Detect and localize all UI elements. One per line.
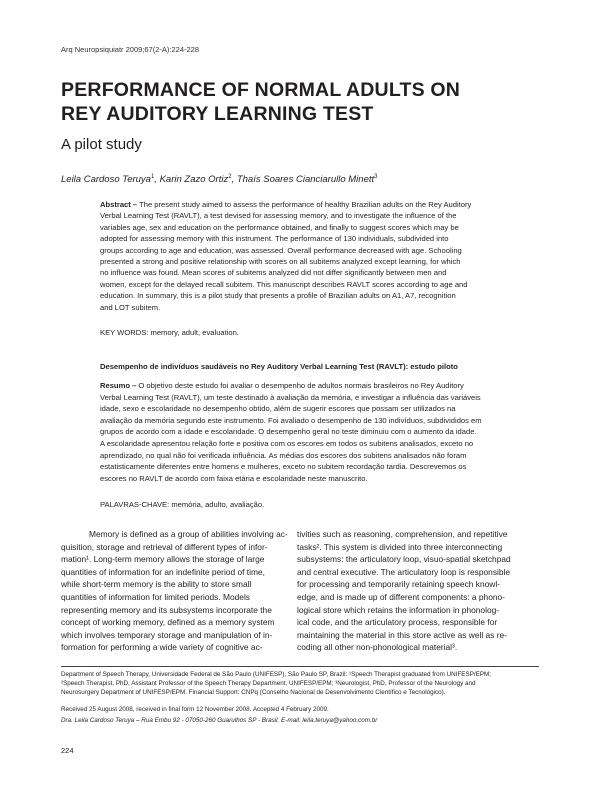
abstract-text: The present study aimed to assess the performance of healthy Brazilian adults on the Rey Auditory bbox=[137, 200, 472, 209]
received-dates: Received 25 August 2008, received in final form 12 November 2008. Accepted 4 February 2009. bbox=[61, 706, 329, 713]
correspondence-address: Dra. Leila Cardoso Teruya – Rua Embu 92 - 07050-260 Guarulhos SP - Brasil. E-mail: leila.teruya@yahoo.com.br bbox=[61, 717, 378, 724]
body-line: logical store which retains the information in phonolog- bbox=[297, 604, 500, 615]
author-list: Leila Cardoso Teruya$^1$, Karin Zazo Ortiz$^2$, Thaís Soares Cianciarullo Minett$^3$ bbox=[61, 174, 378, 186]
resumo-line: grupos de acordo com a idade e escolaridade. O desempenho geral no teste diminuiu com o aumento da idade. bbox=[100, 427, 477, 437]
body-line: coding all other non-phonological material³. bbox=[297, 642, 458, 653]
footnote-line: Neurosurgery Department of UNIFESP/EPM. Financial Support: CNPq (Conselho Nacional de Desenvolvimento Científico e Tecnológico). bbox=[61, 689, 446, 697]
portuguese-title: Desempenho de indivíduos saudáveis no Rey Auditory Verbal Learning Test (RAVLT): estudo piloto bbox=[100, 362, 458, 371]
author-name: Thaís Soares Cianciarullo Minett bbox=[236, 174, 375, 186]
body-line: for processing and temporarily retaining speech knowl- bbox=[297, 579, 500, 590]
resumo-line: idade, sexo e escolaridade no desempenho obtido, além de sugerir escores que possam ser utilizados na bbox=[100, 404, 456, 414]
body-line: while short-term memory is the ability to store small bbox=[61, 579, 252, 590]
author-affiliation-mark: 3 bbox=[374, 174, 378, 180]
body-line: maintaining the material in this store active as well as re- bbox=[297, 629, 507, 640]
resumo-line: escores no RAVLT de acordo com faixa etária e escolaridade neste manuscrito. bbox=[100, 473, 368, 483]
body-line: tasks². This system is divided into three interconnecting bbox=[297, 541, 503, 552]
abstract-line: groups according to age and education, was assessed. Overall performance decreased with age. Schooling bbox=[100, 245, 462, 255]
footnote-divider bbox=[61, 666, 539, 667]
resumo-line: avaliação da memória segundo este instrumento. Foi avaliado o desempenho de 130 indivíduos, subdivididos em bbox=[100, 415, 482, 425]
body-line: and central executive. The articulatory loop is responsible bbox=[297, 566, 511, 577]
body-line: edge, and is made up of different components: a phono- bbox=[297, 591, 505, 602]
body-line: mation¹. Long-term memory allows the storage of large bbox=[61, 554, 265, 565]
abstract-line bbox=[100, 199, 500, 210]
running-head: Arq Neuropsiquiatr 2009;67(2-A):224-228 bbox=[61, 45, 199, 54]
author-name: Karin Zazo Ortiz bbox=[159, 174, 229, 186]
abstract-line: presented a strong and positive relationship with scores on all subitems analyzed except learning, for which bbox=[100, 257, 461, 267]
abstract-line: women, except for the delayed recall subitem. This manuscript describes RAVLT scores according to age and bbox=[100, 279, 468, 289]
resumo-line bbox=[100, 380, 500, 392]
page-number: 224 bbox=[61, 746, 74, 755]
body-line: which involves temporary storage and manipulation of in- bbox=[61, 629, 273, 640]
abstract-line: and LOT subitem. bbox=[100, 302, 161, 312]
resumo bbox=[100, 380, 500, 484]
keywords: KEY WORDS: memory, adult, evaluation. bbox=[100, 328, 239, 337]
resumo-line: estatisticamente diferentes entre homens e mulheres, exceto no subitem recordação tardia. Descrevemos os bbox=[100, 462, 467, 472]
body-line: formation for performing a wide variety of cognitive ac- bbox=[61, 642, 263, 653]
author-affiliation-mark: 2 bbox=[228, 174, 232, 180]
abstract-line: Verbal Learning Test (RAVLT), a test devised for assessing memory, and to investigate the influence of the bbox=[100, 211, 457, 221]
body-line: Memory is defined as a group of abilities involving ac- bbox=[89, 529, 288, 539]
paper-subtitle: A pilot study bbox=[61, 136, 142, 153]
resumo-line: A escolaridade apresentou relação forte e positiva com os escores em todos os subitens analisados, exceto no bbox=[100, 438, 474, 448]
body-line: subsystems: the articulatory loop, visuo-spatial sketchpad bbox=[297, 554, 511, 565]
abstract-line: adopted for assessing memory with this instrument. The performance of 130 individuals, subdivided into bbox=[100, 234, 449, 244]
paper-title bbox=[61, 78, 541, 126]
abstract-line: no influence was found. Mean scores of subitems analyzed did not differ significantly between men and bbox=[100, 268, 447, 278]
title-line: PERFORMANCE OF NORMAL ADULTS ON bbox=[61, 79, 461, 101]
abstract bbox=[100, 199, 500, 313]
footnote-line: ²Speech Therapist, PhD, Assistant Professor of the Speech Therapy Department, UNIFESP/EPM; ³Neurologist, PhD, Professor of the Neurology and bbox=[61, 680, 476, 688]
author-name: Leila Cardoso Teruya bbox=[61, 174, 151, 186]
resumo-label: Resumo – bbox=[100, 381, 137, 390]
title-line: REY AUDITORY LEARNING TEST bbox=[61, 103, 374, 125]
author-affiliation-mark: 1 bbox=[150, 174, 155, 180]
body-line: concept of working memory, defined as a memory system bbox=[61, 617, 275, 628]
palavras-chave: PALAVRAS-CHAVE: memória, adulto, avaliação. bbox=[100, 500, 265, 509]
resumo-line: Verbal Learning Test (RAVLT), um teste destinado à avaliação da memória, e investigar a influência das variáveis bbox=[100, 392, 481, 402]
footnote-line: Department of Speech Therapy, Universidade Federal de São Paulo (UNIFESP), São Paulo SP, Brazil: ¹Speech Therapist graduated from UNIFESP/EPM; bbox=[61, 671, 492, 678]
body-column-right bbox=[297, 528, 532, 654]
abstract-label: Abstract – bbox=[100, 200, 138, 209]
body-line: ical code, and the articulatory process, responsible for bbox=[297, 617, 498, 628]
body-line: tivities such as reasoning, comprehension, and repetitive bbox=[297, 529, 508, 539]
body-line: quantities of information for an indefinite period of time, bbox=[61, 566, 265, 577]
abstract-line: education. In summary, this is a pilot study that presents a profile of Brazilian adults on A1, A7, recognition bbox=[100, 291, 456, 301]
affiliation-footnote bbox=[61, 670, 541, 698]
resumo-text: O objetivo deste estudo foi avaliar o desempenho de adultos normais brasileiros no Rey Auditory bbox=[136, 381, 464, 390]
body-line: representing memory and its subsystems incorporate the bbox=[61, 604, 272, 615]
body-line: quisition, storage and retrieval of different types of infor- bbox=[61, 541, 268, 552]
body-line: quantities of information for limited periods. Models bbox=[61, 591, 250, 602]
abstract-line: variables age, sex and education on the performance obtained, and finally to suggest scores which may be bbox=[100, 222, 459, 232]
body-column-left bbox=[61, 528, 296, 654]
resumo-line: aprendizado, no qual não foi verificada influência. As médias dos escores dos subitens analisados não foram bbox=[100, 450, 467, 460]
